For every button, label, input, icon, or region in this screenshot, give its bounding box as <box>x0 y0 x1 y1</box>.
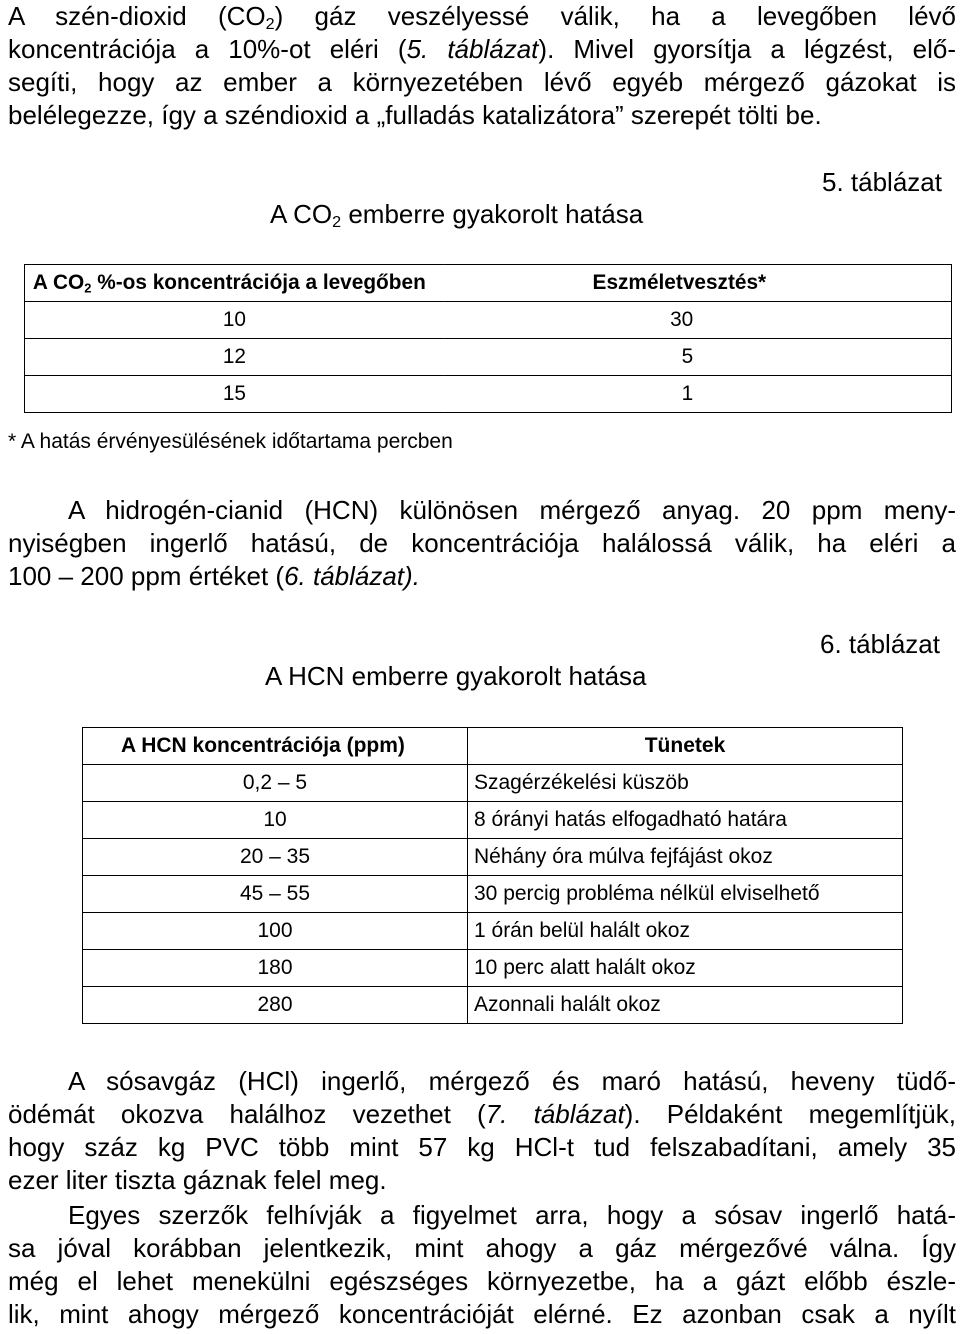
table5-cell-concentration: 10 <box>24 302 443 339</box>
table5-cell-time: 30 <box>444 302 952 339</box>
intro-paragraph <box>8 0 956 132</box>
table5-cell-time: 5 <box>444 339 952 376</box>
table6-cell-ppm: 0,2 – 5 <box>83 765 468 802</box>
table-row <box>24 302 951 339</box>
table6-cell-symptom: 8 órányi hatás elfogadható határa <box>468 802 903 839</box>
authors-line-1: Egyes szerzők felhívják a figyelmet arra, hogy a sósav ingerlő hatá- <box>68 1200 956 1230</box>
table6-title: A HCN emberre gyakorolt hatása <box>265 661 647 691</box>
table-row <box>83 950 903 987</box>
authors-line-4: lik, mint ahogy mérgező koncentrációját elérné. Ez azonban csak a nyílt <box>8 1299 956 1329</box>
intro-line-1: A szén-dioxid $(CO_2)$ gáz veszélyessé válik, ha a levegőben lévő <box>8 1 956 34</box>
table5-title: A $CO_2$ emberre gyakorolt hatása <box>270 199 644 232</box>
table5-header-unconsciousness: Eszméletvesztés* <box>444 265 952 302</box>
authors-paragraph <box>8 1199 956 1331</box>
authors-line-3: még el lehet menekülni egészséges környezetbe, ha a gázt előbb észle- <box>8 1266 956 1296</box>
table-row <box>24 339 951 376</box>
intro-line-2: koncentrációja a 10%-ot eléri (5. táblázat). Mivel gyorsítja a légzést, elő- <box>8 34 956 64</box>
hcn-line-2: nyiségben ingerlő hatású, de koncentrációja halálossá válik, ha eléri a <box>8 528 956 558</box>
intro-line-4: belélegezze, így a széndioxid a „fulladás katalizátora” szerepét tölti be. <box>8 100 822 130</box>
intro-line-3: segíti, hogy az ember a környezetében lévő egyéb mérgező gázokat is <box>8 67 956 97</box>
table6-cell-ppm: 20 – 35 <box>83 839 468 876</box>
hcn-paragraph <box>8 494 956 593</box>
hcl-paragraph <box>8 1065 956 1197</box>
table6-cell-symptom: 10 perc alatt halált okoz <box>468 950 903 987</box>
table6-cell-symptom: 30 percig probléma nélkül elviselhető <box>468 876 903 913</box>
table-row <box>83 765 903 802</box>
table5 <box>24 264 952 413</box>
table6-cell-symptom: Néhány óra múlva fejfájást okoz <box>468 839 903 876</box>
table6-cell-symptom: 1 órán belül halált okoz <box>468 913 903 950</box>
table-row <box>83 839 903 876</box>
table5-header-concentration: A $CO_2$ %-os koncentrációja a levegőben <box>24 265 443 302</box>
table6-cell-symptom: Azonnali halált okoz <box>468 987 903 1024</box>
table6 <box>82 727 903 1024</box>
table6-cell-ppm: 100 <box>83 913 468 950</box>
table5-header-row <box>24 265 951 302</box>
table6-header-concentration: A HCN koncentrációja (ppm) <box>83 728 468 765</box>
table-row <box>83 802 903 839</box>
table-row <box>83 876 903 913</box>
table-row <box>24 376 951 413</box>
table6-cell-ppm: 45 – 55 <box>83 876 468 913</box>
table6-cell-ppm: 10 <box>83 802 468 839</box>
hcl-line-1: A sósavgáz (HCl) ingerlő, mérgező és maró hatású, heveny tüdő- <box>68 1066 956 1096</box>
table6-header-row <box>83 728 903 765</box>
hcn-line-1: A hidrogén-cianid (HCN) különösen mérgező anyag. 20 ppm meny- <box>68 495 956 525</box>
table6-cell-ppm: 280 <box>83 987 468 1024</box>
table5-number-label: 5. táblázat <box>822 167 942 197</box>
table5-cell-time: 1 <box>444 376 952 413</box>
table6-header-symptoms: Tünetek <box>468 728 903 765</box>
table-row <box>83 913 903 950</box>
table6-cell-symptom: Szagérzékelési küszöb <box>468 765 903 802</box>
hcn-line-3: 100 – 200 ppm értéket (6. táblázat). <box>8 561 420 591</box>
table6-cell-ppm: 180 <box>83 950 468 987</box>
hcl-line-3: hogy száz kg PVC több mint 57 kg HCl-t tud felszabadítani, amely 35 <box>8 1132 956 1162</box>
table6-number-label: 6. táblázat <box>820 629 940 659</box>
table-row <box>83 987 903 1024</box>
table5-cell-concentration: 15 <box>24 376 443 413</box>
hcl-line-4: ezer liter tiszta gáznak felel meg. <box>8 1165 387 1195</box>
authors-line-2: sa jóval korábban jelentkezik, mint ahogy a gáz mérgezővé válna. Így <box>8 1233 956 1263</box>
table5-footnote: * A hatás érvényesülésének időtartama percben <box>8 430 453 453</box>
table5-cell-concentration: 12 <box>24 339 443 376</box>
hcl-line-2: ödémát okozva halálhoz vezethet (7. táblázat). Példaként megemlítjük, <box>8 1099 956 1129</box>
